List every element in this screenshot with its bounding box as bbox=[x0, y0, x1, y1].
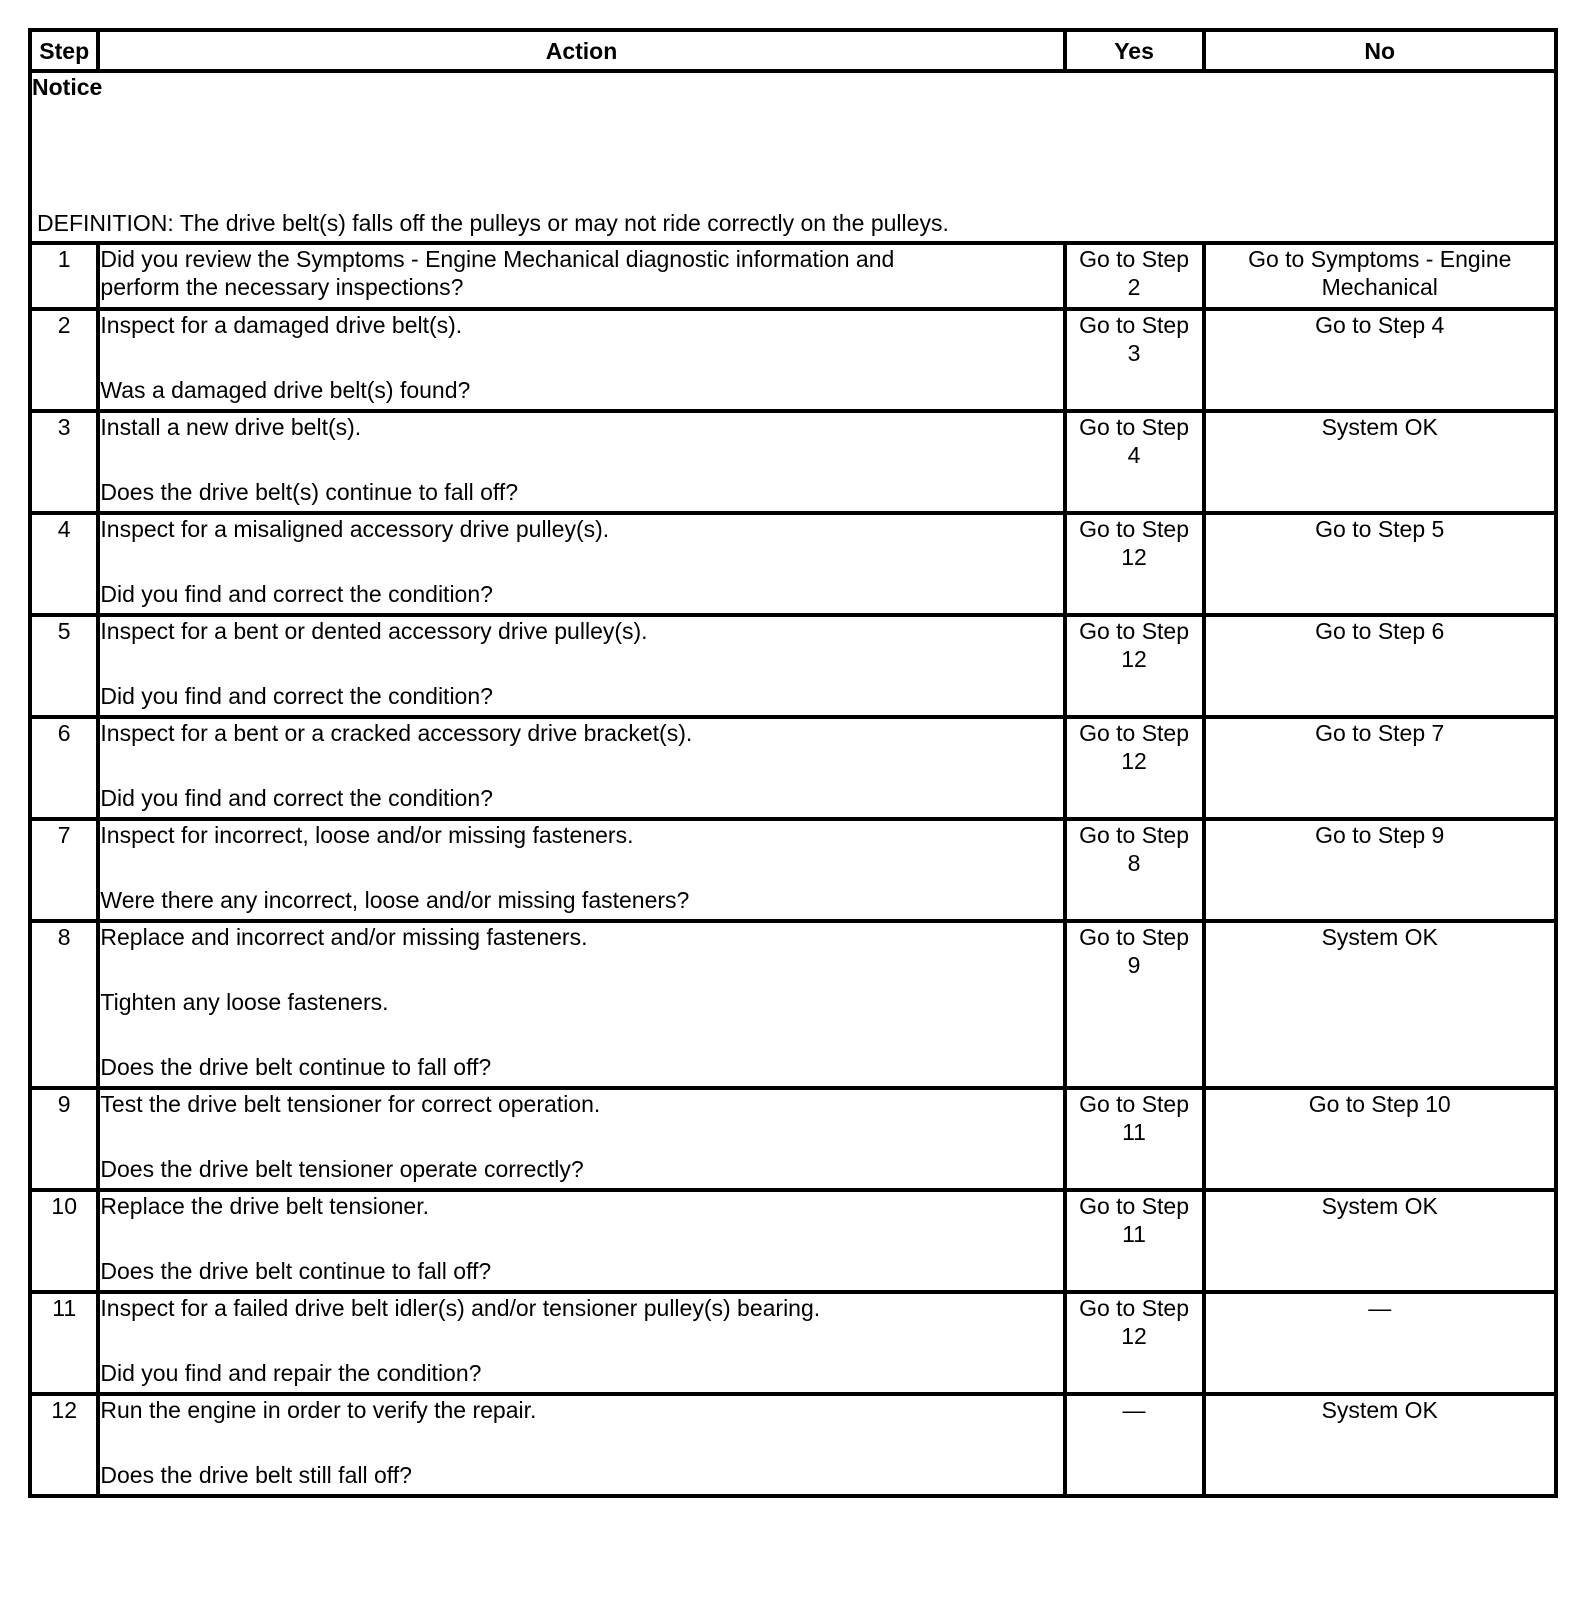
action-cell bbox=[98, 921, 1064, 1088]
no-text: Mechanical bbox=[1321, 274, 1438, 300]
header-row bbox=[30, 30, 1556, 71]
yes-text: Go to Step bbox=[1079, 516, 1190, 542]
action-text: Install a new drive belt(s). bbox=[100, 414, 362, 440]
yes-cell bbox=[1065, 717, 1204, 819]
action-text: Did you find and correct the condition? bbox=[100, 581, 493, 607]
step-number: 6 bbox=[30, 717, 98, 819]
no-cell bbox=[1204, 717, 1557, 819]
yes-step-number: 3 bbox=[1127, 340, 1141, 366]
yes-step-number: 12 bbox=[1121, 646, 1147, 672]
notice-title: Notice bbox=[32, 74, 103, 100]
yes-cell bbox=[1065, 1292, 1204, 1394]
action-text: Inspect for a bent or a cracked accessory drive bracket(s). bbox=[100, 720, 693, 746]
yes-text: Go to Step bbox=[1079, 1295, 1190, 1321]
table-row bbox=[30, 1190, 1556, 1292]
action-text: Inspect for a bent or dented accessory drive pulley(s). bbox=[100, 618, 648, 644]
no-text: System OK bbox=[1321, 414, 1438, 440]
table-row bbox=[30, 513, 1556, 615]
step-number: 10 bbox=[30, 1190, 98, 1292]
yes-cell bbox=[1065, 615, 1204, 717]
step-number: 5 bbox=[30, 615, 98, 717]
step-number: 3 bbox=[30, 411, 98, 513]
diagnostic-table bbox=[28, 28, 1558, 1498]
yes-text: Go to Step bbox=[1079, 246, 1190, 272]
no-cell bbox=[1204, 513, 1557, 615]
action-text: Does the drive belt(s) continue to fall off? bbox=[100, 479, 519, 505]
action-text: Run the engine in order to verify the repair. bbox=[100, 1397, 537, 1423]
table-row bbox=[30, 309, 1556, 411]
no-text: System OK bbox=[1321, 924, 1438, 950]
no-dash: — bbox=[1368, 1295, 1392, 1321]
no-cell bbox=[1204, 1190, 1557, 1292]
yes-cell bbox=[1065, 819, 1204, 921]
table-row bbox=[30, 411, 1556, 513]
yes-step-number: 12 bbox=[1121, 1323, 1147, 1349]
action-cell bbox=[98, 411, 1064, 513]
table-row bbox=[30, 1394, 1556, 1496]
yes-text: Go to Step bbox=[1079, 924, 1190, 950]
action-text: Replace and incorrect and/or missing fasteners. bbox=[100, 924, 588, 950]
action-cell bbox=[98, 243, 1064, 309]
action-text: Does the drive belt still fall off? bbox=[100, 1462, 412, 1488]
no-cell bbox=[1204, 819, 1557, 921]
step-number: 7 bbox=[30, 819, 98, 921]
no-text: Go to Step 10 bbox=[1308, 1091, 1451, 1117]
action-text: Did you review the Symptoms - Engine Mechanical diagnostic information and bbox=[100, 246, 895, 272]
no-text: System OK bbox=[1321, 1397, 1438, 1423]
action-text: Tighten any loose fasteners. bbox=[100, 989, 389, 1015]
no-column-header: No bbox=[1204, 30, 1557, 71]
step-number: 8 bbox=[30, 921, 98, 1088]
no-cell bbox=[1204, 1394, 1557, 1496]
action-text: Were there any incorrect, loose and/or missing fasteners? bbox=[100, 887, 690, 913]
yes-cell bbox=[1065, 1394, 1204, 1496]
table-row bbox=[30, 615, 1556, 717]
yes-text: Go to Step bbox=[1079, 720, 1190, 746]
yes-step-number: 2 bbox=[1127, 274, 1141, 300]
action-text: Inspect for incorrect, loose and/or missing fasteners. bbox=[100, 822, 634, 848]
yes-text: Go to Step bbox=[1079, 1091, 1190, 1117]
no-cell bbox=[1204, 921, 1557, 1088]
table-row bbox=[30, 243, 1556, 309]
no-cell bbox=[1204, 309, 1557, 411]
notice-cell bbox=[30, 71, 1556, 243]
action-text: Did you find and correct the condition? bbox=[100, 785, 493, 811]
yes-step-number: 12 bbox=[1121, 748, 1147, 774]
action-text: Did you find and correct the condition? bbox=[100, 683, 493, 709]
no-cell bbox=[1204, 1292, 1557, 1394]
no-text: Go to Symptoms - Engine bbox=[1248, 246, 1512, 272]
action-text: Test the drive belt tensioner for correct operation. bbox=[100, 1091, 601, 1117]
notice-row bbox=[30, 71, 1556, 243]
action-cell bbox=[98, 1394, 1064, 1496]
yes-step-number: 11 bbox=[1122, 1221, 1146, 1247]
yes-step-number: 4 bbox=[1127, 442, 1141, 468]
action-text: Does the drive belt continue to fall off? bbox=[100, 1054, 492, 1080]
table-row bbox=[30, 1088, 1556, 1190]
no-text: Go to Step 4 bbox=[1315, 312, 1445, 338]
yes-cell bbox=[1065, 411, 1204, 513]
table-row bbox=[30, 819, 1556, 921]
action-text: Was a damaged drive belt(s) found? bbox=[100, 377, 471, 403]
yes-column-header: Yes bbox=[1065, 30, 1204, 71]
yes-text: Go to Step bbox=[1079, 414, 1190, 440]
action-column-header: Action bbox=[98, 30, 1064, 71]
yes-cell bbox=[1065, 513, 1204, 615]
step-number: 1 bbox=[30, 243, 98, 309]
table-row bbox=[30, 717, 1556, 819]
yes-cell bbox=[1065, 243, 1204, 309]
action-text: Inspect for a damaged drive belt(s). bbox=[100, 312, 463, 338]
no-cell bbox=[1204, 1088, 1557, 1190]
definition-text: DEFINITION: The drive belt(s) falls off the pulleys or may not ride correctly on the pulleys. bbox=[37, 210, 949, 236]
no-cell bbox=[1204, 411, 1557, 513]
action-cell bbox=[98, 1292, 1064, 1394]
step-number: 12 bbox=[30, 1394, 98, 1496]
table-row bbox=[30, 1292, 1556, 1394]
yes-step-number: 11 bbox=[1122, 1119, 1146, 1145]
table-row bbox=[30, 921, 1556, 1088]
step-number: 2 bbox=[30, 309, 98, 411]
yes-cell bbox=[1065, 921, 1204, 1088]
no-text: Go to Step 5 bbox=[1315, 516, 1445, 542]
action-cell bbox=[98, 513, 1064, 615]
yes-text: Go to Step bbox=[1079, 1193, 1190, 1219]
yes-text: Go to Step bbox=[1079, 618, 1190, 644]
yes-cell bbox=[1065, 309, 1204, 411]
yes-cell bbox=[1065, 1190, 1204, 1292]
action-text: Replace the drive belt tensioner. bbox=[100, 1193, 429, 1219]
action-text: Does the drive belt continue to fall off? bbox=[100, 1258, 492, 1284]
yes-step-number: 9 bbox=[1127, 952, 1141, 978]
step-number: 9 bbox=[30, 1088, 98, 1190]
yes-cell bbox=[1065, 1088, 1204, 1190]
action-text: Inspect for a failed drive belt idler(s) and/or tensioner pulley(s) bearing. bbox=[100, 1295, 821, 1321]
action-cell bbox=[98, 717, 1064, 819]
action-cell bbox=[98, 615, 1064, 717]
step-column-header: Step bbox=[30, 30, 98, 71]
action-text: Did you find and repair the condition? bbox=[100, 1360, 482, 1386]
yes-text: Go to Step bbox=[1079, 822, 1190, 848]
yes-text: Go to Step bbox=[1079, 312, 1190, 338]
no-text: Go to Step 9 bbox=[1315, 822, 1445, 848]
action-cell bbox=[98, 309, 1064, 411]
action-cell bbox=[98, 819, 1064, 921]
no-cell bbox=[1204, 243, 1557, 309]
step-number: 11 bbox=[30, 1292, 98, 1394]
no-cell bbox=[1204, 615, 1557, 717]
yes-step-number: 12 bbox=[1121, 544, 1147, 570]
action-text: Inspect for a misaligned accessory drive pulley(s). bbox=[100, 516, 610, 542]
step-number: 4 bbox=[30, 513, 98, 615]
yes-step-number: 8 bbox=[1127, 850, 1141, 876]
action-text: perform the necessary inspections? bbox=[100, 274, 464, 300]
no-text: System OK bbox=[1321, 1193, 1438, 1219]
no-text: Go to Step 7 bbox=[1315, 720, 1445, 746]
action-cell bbox=[98, 1190, 1064, 1292]
action-text: Does the drive belt tensioner operate correctly? bbox=[100, 1156, 584, 1182]
yes-dash: — bbox=[1122, 1397, 1146, 1423]
action-cell bbox=[98, 1088, 1064, 1190]
no-text: Go to Step 6 bbox=[1315, 618, 1445, 644]
